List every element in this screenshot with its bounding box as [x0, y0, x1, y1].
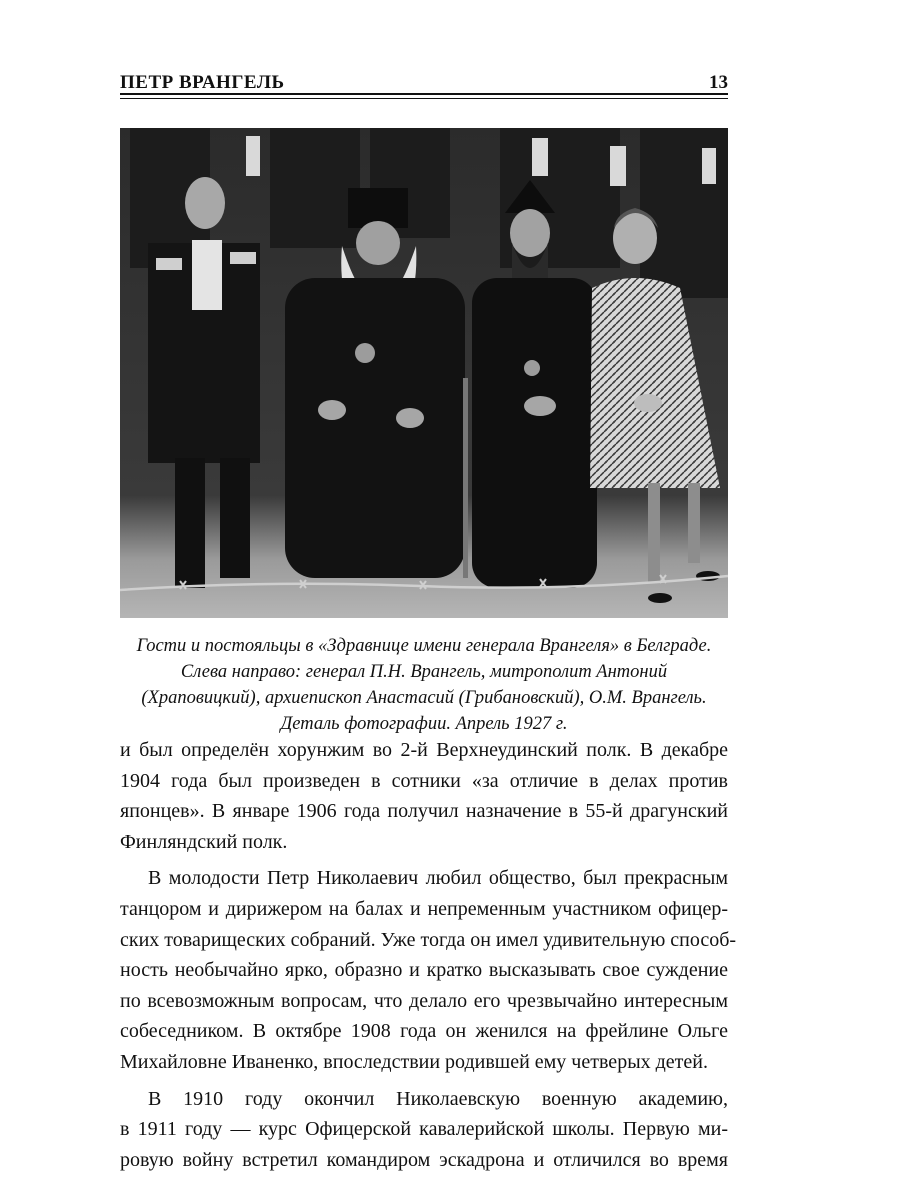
caption-line: (Храповицкий), архиепископ Анастасий (Грибановский), О.М. Врангель.	[141, 688, 707, 708]
caption-line: Слева направо: генерал П.Н. Врангель, митрополит Антоний	[180, 662, 668, 682]
text-line: В молодости Петр Николаевич любил общество, был прекрасным	[148, 867, 728, 890]
text-line: и был определён хорунжим во 2-й Верхнеудинский полк. В декабре	[120, 739, 728, 761]
text-line: Михайловне Иваненко, впоследствии родившей ему четверых детей.	[120, 1050, 708, 1073]
running-head-title: ПЕТР ВРАНГЕЛЬ	[120, 72, 285, 93]
text-line: В 1910 году окончил Николаевскую военную академию,	[148, 1087, 728, 1110]
paragraph-3	[120, 1084, 728, 1176]
text-line: ровую войну встретил командиром эскадрона и отличился во время	[120, 1148, 728, 1171]
text-line: ность необычайно ярко, образно и кратко высказывать свое суждение	[120, 959, 728, 982]
caption-line: Деталь фотографии. Апрель 1927 г.	[280, 714, 568, 734]
text-line: 1904 года был произведен в сотники «за отличие в делах против	[120, 769, 728, 792]
text-line: ских товарищеских собраний. Уже тогда он имел удивительную способ-	[120, 928, 737, 951]
historical-photograph	[120, 128, 728, 618]
caption-line: Гости и постояльцы в «Здравнице имени генерала Врангеля» в Белграде.	[136, 636, 712, 656]
page-number: 13	[709, 72, 728, 93]
paragraph-2	[120, 863, 737, 1077]
text-line: в 1911 году — курс Офицерской кавалерийской школы. Первую ми-	[120, 1118, 728, 1141]
text-line: японцев». В январе 1906 года получил назначение в 55-й драгунский	[120, 800, 728, 823]
paragraph-1	[120, 735, 728, 857]
header-rule-thick	[120, 93, 728, 95]
text-line: танцором и дирижером на балах и непременным участником офицер-	[120, 897, 728, 920]
text-line: Финляндский полк.	[120, 830, 288, 853]
text-line: собеседником. В октябре 1908 года он женился на фрейлине Ольге	[120, 1020, 728, 1043]
header-rule-thin	[120, 98, 728, 99]
running-head	[120, 66, 728, 96]
figure-caption	[90, 633, 758, 737]
body-text	[120, 735, 737, 1175]
text-line: по всевозможным вопросам, что делало его чрезвычайно интересным	[120, 989, 728, 1012]
